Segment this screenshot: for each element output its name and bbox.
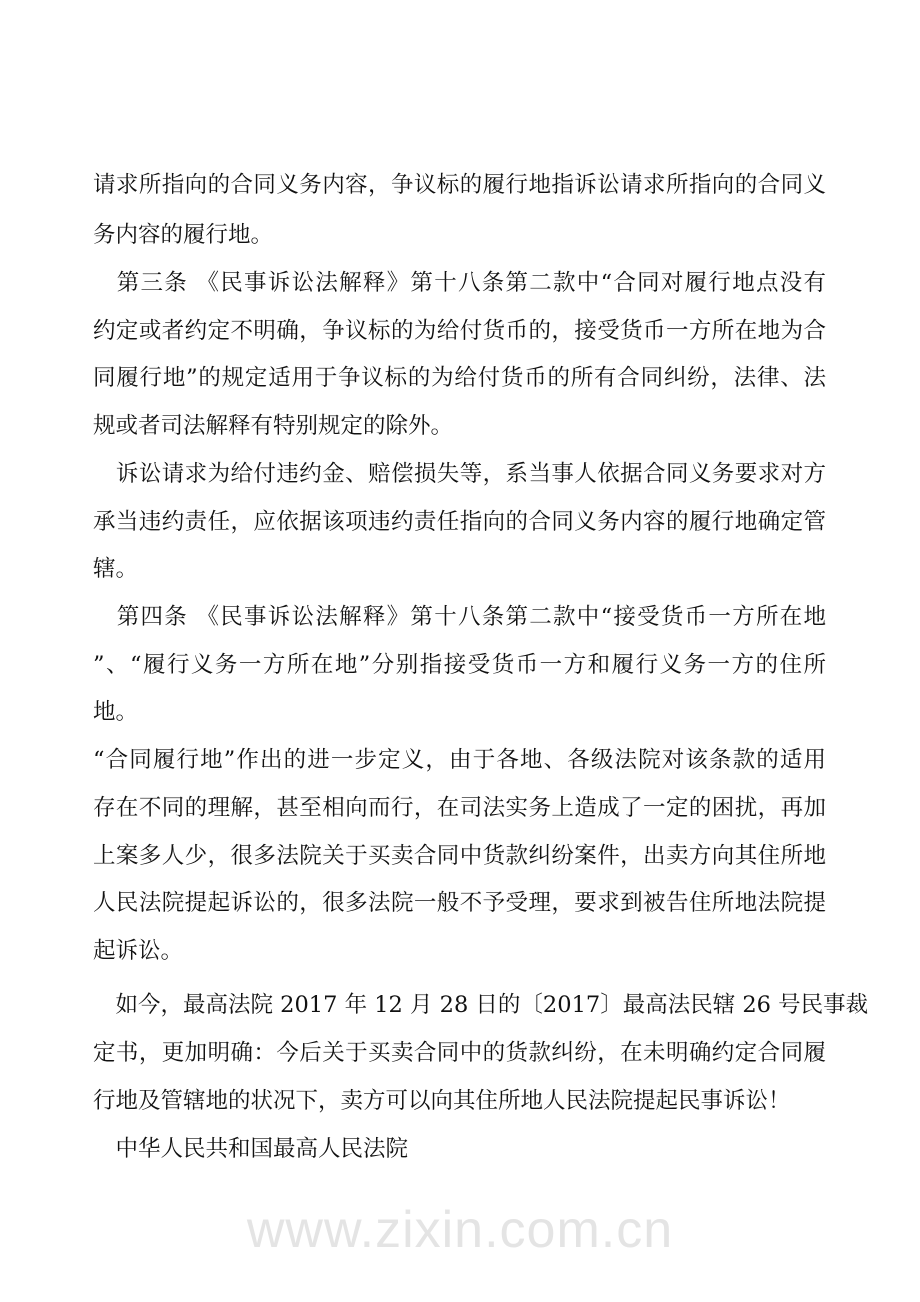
text-line: 存在不同的理解，甚至相向而行，在司法实务上造成了一定的困扰，再加 (93, 795, 826, 821)
text-line: 行地及管辖地的状况下，卖方可以向其住所地人民法院提起民事诉讼！ (93, 1088, 791, 1114)
text-line: 规或者司法解释有特别规定的除外。 (93, 413, 454, 439)
text-line: 约定或者约定不明确，争议标的为给付货币的，接受货币一方所在地为合 (93, 318, 826, 344)
text-line: 诉讼请求为给付违约金、赔偿损失等，系当事人依据合同义务要求对方 (93, 461, 826, 487)
text-line: 承当违约责任，应依据该项违约责任指向的合同义务内容的履行地确定管 (93, 509, 826, 535)
text-line: ”、“履行义务一方所在地”分别指接受货币一方和履行义务一方的住所 (93, 652, 826, 678)
text-line: 定书，更加明确：今后关于买卖合同中的货款纠纷，在未明确约定合同履 (93, 1040, 826, 1066)
text-line: “合同履行地”作出的进一步定义，由于各地、各级法院对该条款的适用 (93, 747, 826, 773)
text-line: 起诉讼。 (93, 938, 184, 964)
text-line: 上案多人少，很多法院关于买卖合同中货款纠纷案件，出卖方向其住所地 (93, 843, 826, 869)
text-line: 务内容的履行地。 (93, 222, 274, 248)
text-line: 地。 (93, 699, 139, 725)
text-line: 如今，最高法院 2017 年 12 月 28 日的〔2017〕最高法民辖 26 号民事裁 (93, 992, 869, 1018)
text-line: 第三条 《民事诉讼法解释》第十八条第二款中“合同对履行地点没有 (93, 270, 826, 296)
text-line: 人民法院提起诉讼的，很多法院一般不予受理，要求到被告住所地法院提 (93, 890, 826, 916)
watermark: www.zixin.com.cn (246, 1201, 674, 1259)
text-line: 辖。 (93, 556, 139, 582)
text-line: 同履行地”的规定适用于争议标的为给付货币的所有合同纠纷，法律、法 (93, 365, 826, 391)
text-line: 中华人民共和国最高人民法院 (93, 1136, 409, 1162)
text-line: 第四条 《民事诉讼法解释》第十八条第二款中“接受货币一方所在地 (93, 604, 826, 630)
text-line: 请求所指向的合同义务内容，争议标的履行地指诉讼请求所指向的合同义 (93, 172, 826, 198)
